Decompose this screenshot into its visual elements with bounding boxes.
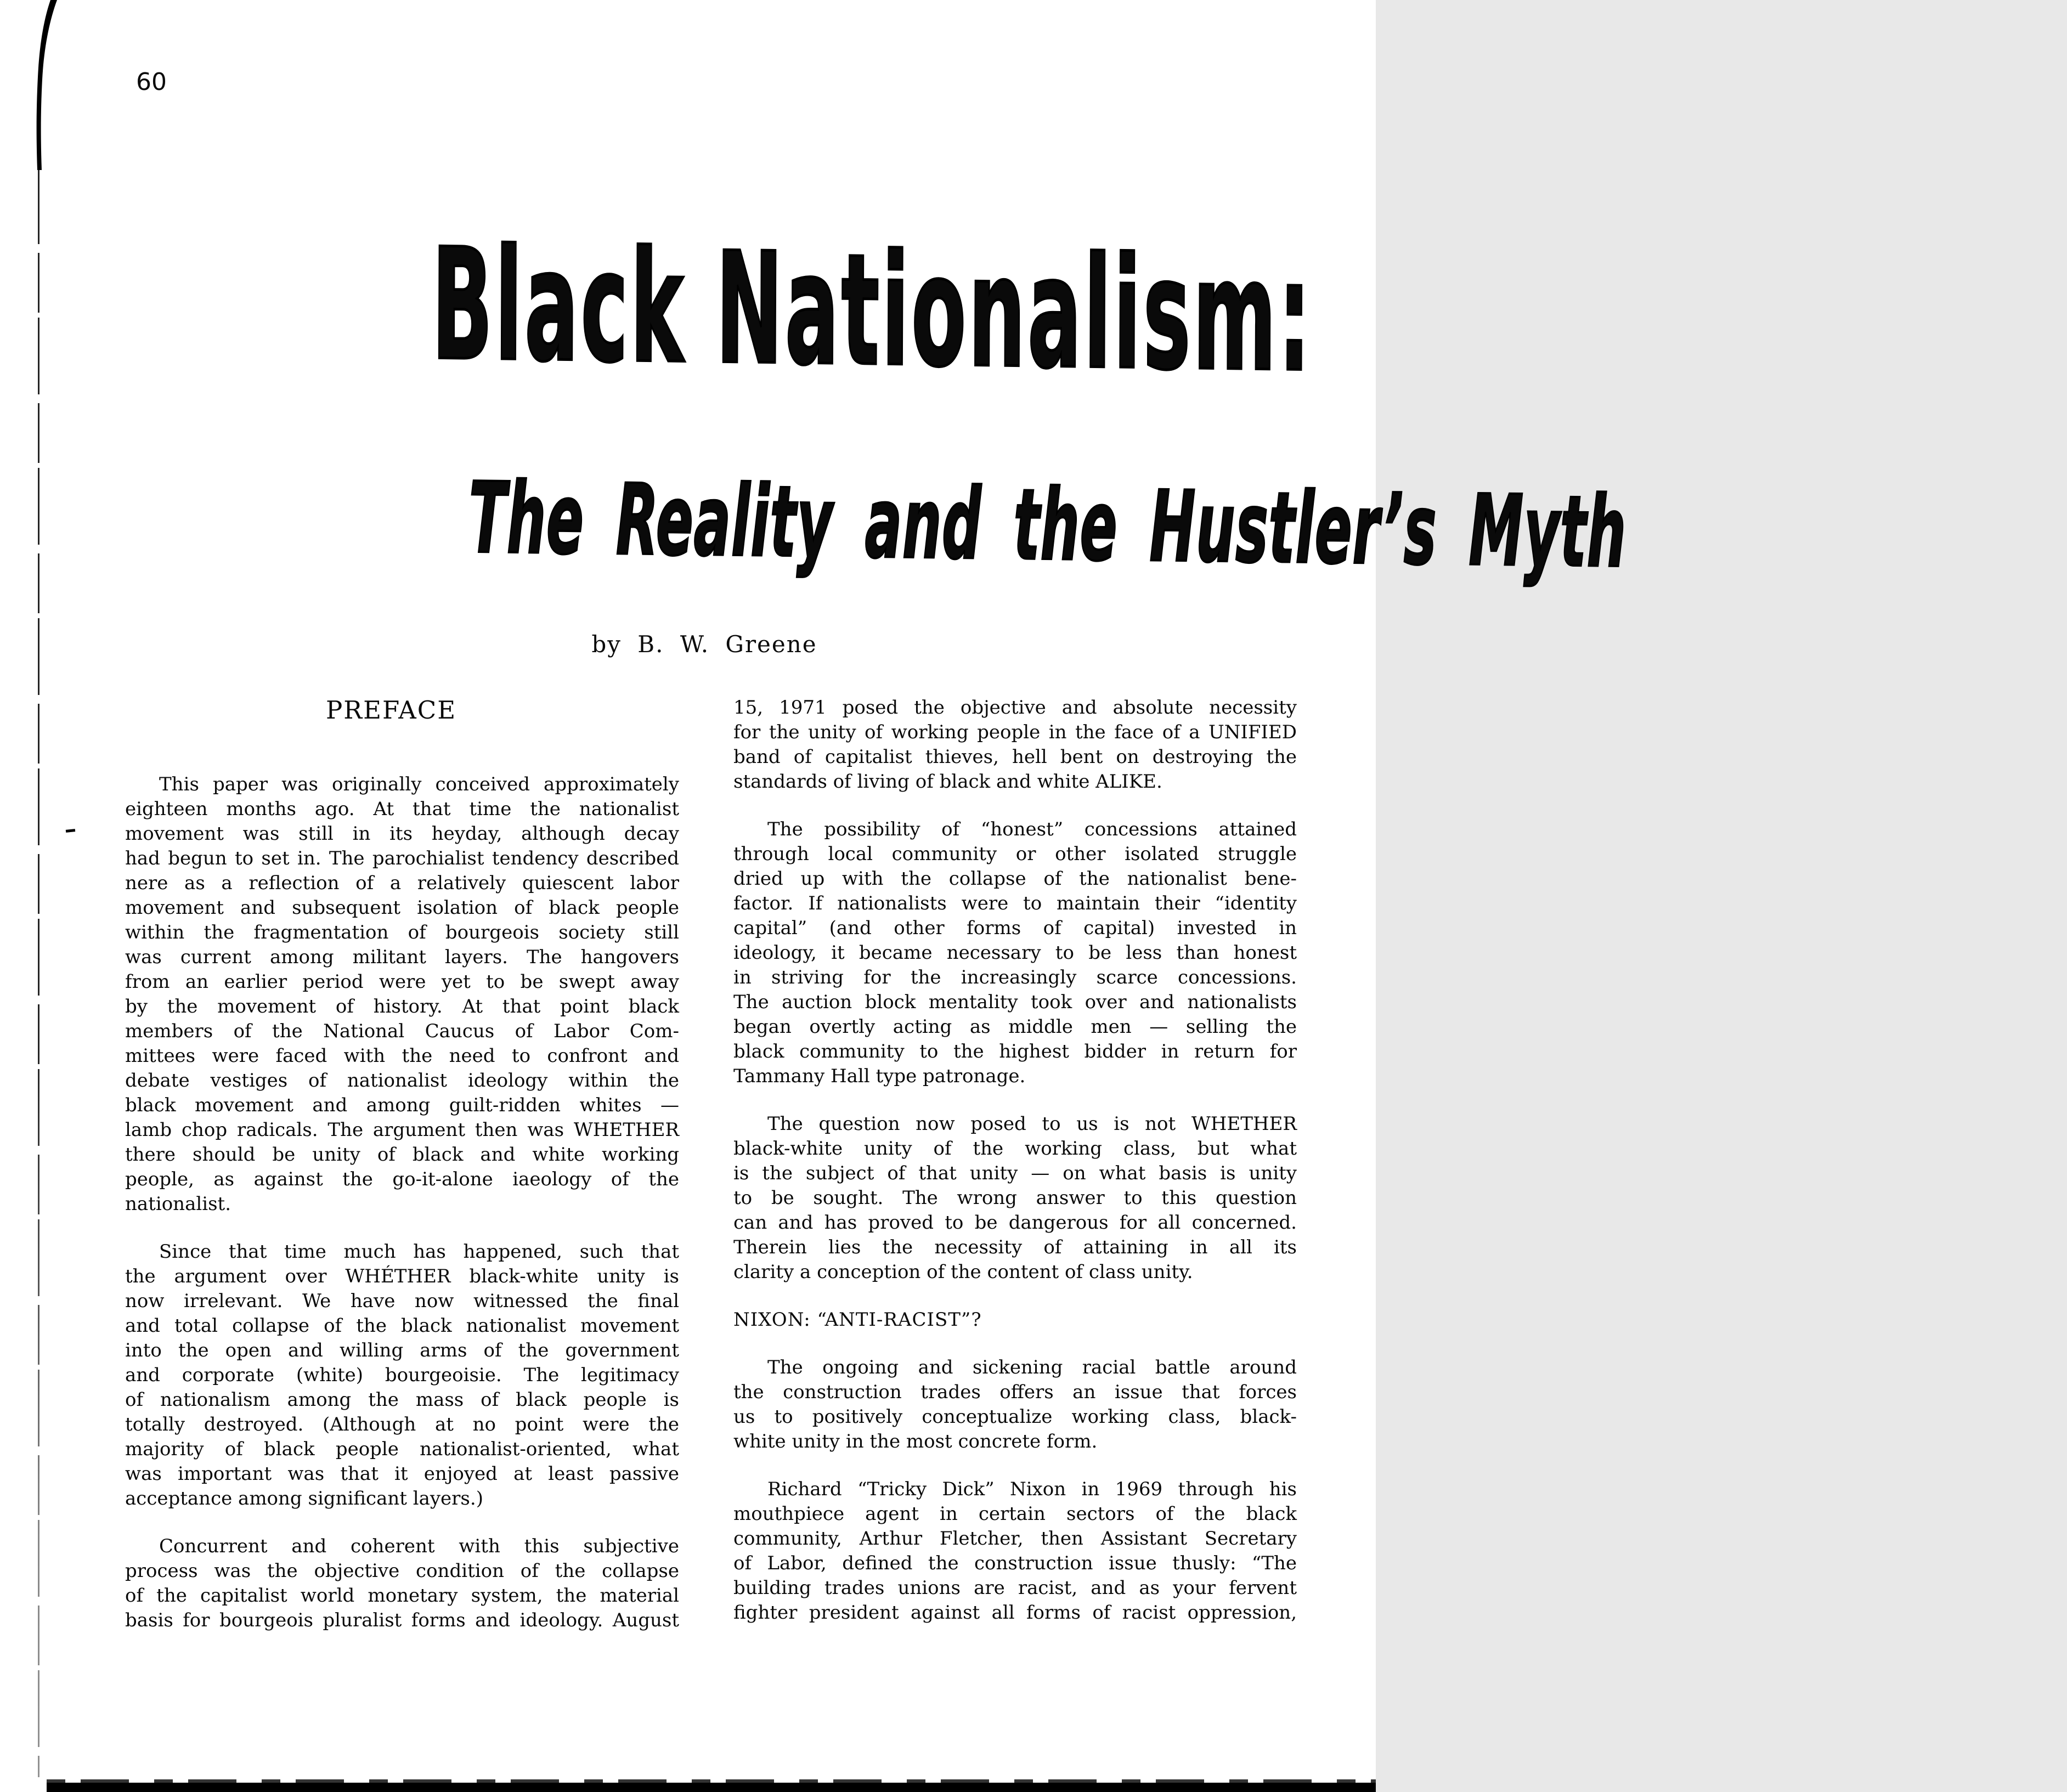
paragraph bbox=[125, 772, 679, 1217]
paragraph bbox=[125, 1534, 679, 1633]
text-line: members of the National Caucus of Labor Com- bbox=[125, 1020, 679, 1042]
section-heading: NIXON: “ANTI-RACIST”? bbox=[733, 1309, 982, 1331]
text-line: lamb chop radicals. The argument then was WHETHER bbox=[125, 1119, 679, 1141]
text-line: This paper was originally conceived approximately bbox=[159, 773, 679, 795]
text-line: nere as a reflection of a relatively quiescent labor bbox=[125, 872, 679, 894]
text-line: 15, 1971 posed the objective and absolute necessity bbox=[733, 697, 1297, 719]
text-line: band of capitalist thieves, hell bent on destroying the bbox=[733, 746, 1297, 768]
text-line: of the capitalist world monetary system, the material bbox=[125, 1585, 679, 1607]
text-line: Richard “Tricky Dick” Nixon in 1969 through his bbox=[767, 1478, 1297, 1500]
text-line: eighteen months ago. At that time the nationalist bbox=[125, 798, 679, 820]
text-line: The possibility of “honest” concessions attained bbox=[767, 818, 1297, 840]
text-line: capital” (and other forms of capital) invested in bbox=[733, 917, 1297, 939]
text-line: Concurrent and coherent with this subjective bbox=[159, 1535, 679, 1557]
paragraph bbox=[733, 1112, 1297, 1285]
text-line: to be sought. The wrong answer to this question bbox=[733, 1187, 1297, 1209]
text-line: mouthpiece agent in certain sectors of the black bbox=[733, 1503, 1297, 1525]
text-line: Tammany Hall type patronage. bbox=[733, 1065, 1026, 1087]
text-line: mittees were faced with the need to confront and bbox=[125, 1045, 679, 1067]
text-line: of nationalism among the mass of black people is bbox=[125, 1389, 679, 1411]
text-line: of Labor, defined the construction issue thusly: “The bbox=[733, 1552, 1297, 1574]
text-line: acceptance among significant layers.) bbox=[125, 1488, 483, 1510]
text-line: and total collapse of the black nationalist movement bbox=[125, 1315, 679, 1337]
text-line: was important was that it enjoyed at least passive bbox=[125, 1463, 679, 1485]
text-line: totally destroyed. (Although at no point were the bbox=[125, 1414, 679, 1435]
text-line: The ongoing and sickening racial battle around bbox=[767, 1356, 1297, 1378]
text-line: movement and subsequent isolation of black people bbox=[125, 897, 679, 919]
byline: by B. W. Greene bbox=[591, 631, 817, 658]
subtitle-row bbox=[0, 461, 1627, 590]
binding-mark-icon bbox=[0, 0, 77, 176]
paragraph bbox=[733, 1477, 1297, 1625]
text-line: white unity in the most concrete form. bbox=[733, 1431, 1098, 1452]
text-line: black community to the highest bidder in return for bbox=[733, 1041, 1297, 1062]
text-line: within the fragmentation of bourgeois society still bbox=[125, 922, 679, 943]
text-line: standards of living of black and white ALIKE. bbox=[733, 771, 1162, 793]
text-line: ideology, it became necessary to be less than honest bbox=[733, 942, 1297, 964]
paragraph bbox=[733, 1355, 1297, 1454]
text-line: us to positively conceptualize working class, black- bbox=[733, 1406, 1297, 1428]
text-line: the argument over WHÉTHER black-white unity is bbox=[125, 1265, 679, 1287]
text-line: people, as against the go-it-alone iaeology of the bbox=[125, 1168, 679, 1190]
text-line: there should be unity of black and white working bbox=[125, 1144, 679, 1166]
text-line: can and has proved to be dangerous for all concerned. bbox=[733, 1212, 1297, 1234]
byline-row bbox=[0, 632, 1376, 657]
text-line: into the open and willing arms of the government bbox=[125, 1339, 679, 1361]
text-line: The auction block mentality took over and nationalists bbox=[733, 991, 1297, 1013]
article-title: Black Nationalism: bbox=[431, 216, 1313, 406]
text-line: for the unity of working people in the face of a UNIFIED bbox=[733, 721, 1297, 743]
text-line: and corporate (white) bourgeoisie. The legitimacy bbox=[125, 1364, 679, 1386]
text-line: now irrelevant. We have now witnessed the final bbox=[125, 1290, 679, 1312]
margin-dash-artifact bbox=[66, 829, 75, 833]
right-column bbox=[733, 696, 1297, 1625]
text-line: fighter president against all forms of racist oppression, bbox=[733, 1602, 1297, 1624]
text-line: from an earlier period were yet to be swept away bbox=[125, 971, 679, 993]
paragraph bbox=[733, 696, 1297, 794]
binding-line-artifact bbox=[38, 167, 39, 1777]
text-line: dried up with the collapse of the nationalist bene- bbox=[733, 868, 1297, 890]
text-line: black-white unity of the working class, but what bbox=[733, 1138, 1297, 1160]
paragraph bbox=[733, 817, 1297, 1089]
text-line: was current among militant layers. The hangovers bbox=[125, 946, 679, 968]
text-line: building trades unions are racist, and as your fervent bbox=[733, 1577, 1297, 1599]
text-line: through local community or other isolated struggle bbox=[733, 843, 1297, 865]
page-number: 60 bbox=[136, 68, 167, 96]
paragraph bbox=[125, 1240, 679, 1511]
text-line: process was the objective condition of the collapse bbox=[125, 1560, 679, 1582]
text-line: had begun to set in. The parochialist tendency described bbox=[125, 847, 679, 869]
text-line: the construction trades offers an issue that forces bbox=[733, 1381, 1297, 1403]
text-line: community, Arthur Fletcher, then Assistant Secretary bbox=[733, 1528, 1297, 1550]
scan-bottom-bar bbox=[47, 1783, 1376, 1792]
text-line: debate vestiges of nationalist ideology within the bbox=[125, 1070, 679, 1092]
text-line: Since that time much has happened, such that bbox=[159, 1241, 679, 1263]
text-line: is the subject of that unity — on what basis is unity bbox=[733, 1162, 1297, 1184]
text-line: by the movement of history. At that point black bbox=[125, 996, 679, 1017]
preface-heading: PREFACE bbox=[325, 696, 457, 725]
article-subtitle: The Reality and the Hustler’s Myth bbox=[468, 461, 1627, 590]
text-line: clarity a conception of the content of class unity. bbox=[733, 1261, 1193, 1283]
text-line: factor. If nationalists were to maintain their “identity bbox=[733, 892, 1297, 914]
title-row bbox=[0, 216, 1376, 406]
text-line: The question now posed to us is not WHETHER bbox=[767, 1113, 1297, 1135]
text-line: basis for bourgeois pluralist forms and ideology. August bbox=[125, 1609, 679, 1631]
left-column bbox=[125, 698, 679, 1633]
text-line: black movement and among guilt-ridden whites — bbox=[125, 1094, 679, 1116]
text-line: began overtly acting as middle men — selling the bbox=[733, 1016, 1297, 1038]
text-line: movement was still in its heyday, although decay bbox=[125, 823, 679, 845]
text-line: nationalist. bbox=[125, 1193, 231, 1215]
text-line: majority of black people nationalist-oriented, what bbox=[125, 1438, 679, 1460]
text-line: in striving for the increasingly scarce concessions. bbox=[733, 966, 1297, 988]
text-line: Therein lies the necessity of attaining in all its bbox=[733, 1236, 1297, 1258]
